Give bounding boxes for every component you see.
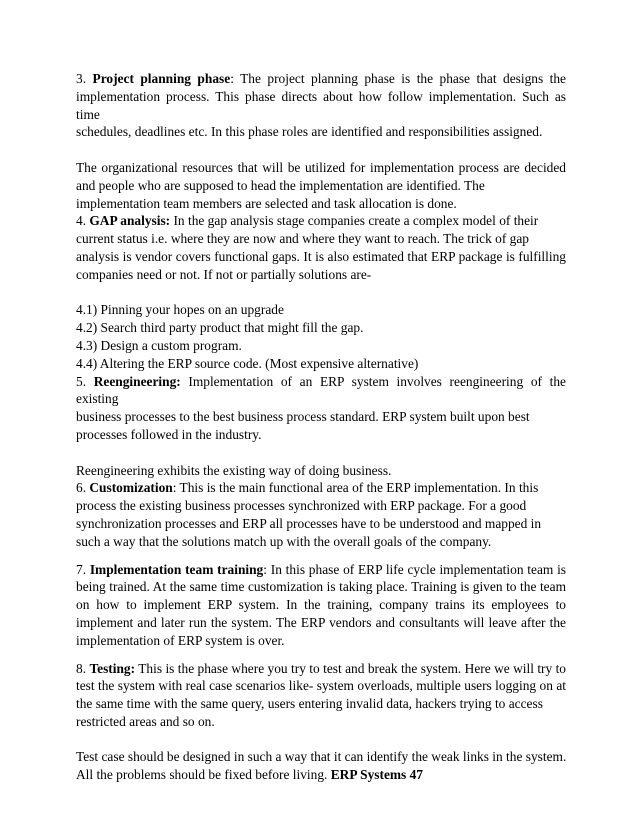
text-line: and people who are supposed to head the implementation are identified. The: [76, 177, 485, 193]
paragraph-reengineering-exhibits: [76, 462, 566, 480]
document-page: [76, 70, 566, 784]
paragraph-reengineering: [76, 373, 566, 444]
text-line: analysis is vendor covers functional gaps. It is also estimated that ERP package is fulfilling: [76, 248, 566, 264]
text-line: [76, 479, 566, 497]
text-line: implementation process. This phase directs about how follow implementation. Such as time: [76, 88, 566, 122]
text-line: business processes to the best business process standard. ERP system built upon best: [76, 409, 530, 425]
text-run: This is the phase where you try to test and break the system. Here we will try to: [135, 660, 567, 676]
text-line: restricted areas and so on.: [76, 713, 215, 729]
text-line: synchronization processes and ERP all processes have to be understood and mapped in: [76, 515, 542, 531]
paragraph-customization: [76, 479, 566, 550]
text-line: [76, 373, 566, 409]
text-line: [76, 561, 566, 579]
text-line: implementation of ERP system is over.: [76, 632, 285, 648]
item-number: 8.: [76, 660, 90, 676]
list-gap-solutions: [76, 301, 566, 372]
heading-customization: Customization: [89, 480, 173, 496]
list-item: 4.1) Pinning your hopes on an upgrade: [76, 302, 284, 318]
text-line: schedules, deadlines etc. In this phase roles are identified and responsibilities assigned.: [76, 124, 543, 140]
text-line: being trained. At the same time customization is taking place. Training is given to the team: [76, 579, 566, 595]
text-run: All the problems should be fixed before living.: [76, 767, 331, 783]
text-line: The organizational resources that will be utilized for implementation process are decided: [76, 159, 566, 175]
text-line: Test case should be designed in such a way that it can identify the weak links in the system.: [76, 749, 567, 765]
text-line: [76, 766, 566, 784]
text-line: [76, 70, 566, 88]
text-line: current status i.e. where they are now and where they want to reach. The trick of gap: [76, 231, 529, 247]
paragraph-implementation-team-training: [76, 561, 566, 650]
text-line: such a way that the solutions match up with the overall goals of the company.: [76, 533, 492, 549]
text-line: [76, 212, 566, 230]
text-line: processes followed in the industry.: [76, 426, 262, 442]
paragraph-testing: [76, 660, 566, 731]
text-line: on how to implement ERP system. In the training, company trains its employees to: [76, 597, 566, 613]
item-number: 4.: [76, 213, 90, 229]
text-line: implement and later run the system. The ERP vendors and consultants will leave after the: [76, 614, 566, 630]
text-line: Reengineering exhibits the existing way of doing business.: [76, 462, 392, 478]
heading-testing: Testing:: [89, 660, 136, 676]
text-run: : This is the main functional area of the ERP implementation. In this: [172, 480, 539, 496]
text-line: [76, 660, 566, 678]
text-line: process the existing business processes synchronized with ERP package. For a good: [76, 498, 527, 514]
list-item: 4.3) Design a custom program.: [76, 337, 242, 353]
page-footer-label: ERP Systems 47: [330, 767, 423, 783]
heading-implementation-team-training: Implementation team training: [89, 561, 264, 577]
heading-gap-analysis: GAP analysis:: [89, 213, 171, 229]
heading-reengineering: Reengineering:: [93, 373, 181, 389]
paragraph-gap-analysis: [76, 212, 566, 283]
text-run: : The project planning phase is the phase that designs the: [230, 71, 566, 86]
text-line: the same time with the same query, users entering invalid data, hackers trying to access: [76, 696, 543, 712]
item-number: 7.: [76, 561, 90, 577]
text-run: Implementation of an ERP system involves reengineering of the existing: [76, 373, 566, 407]
text-run: In the gap analysis stage companies create a complex model of their: [170, 213, 539, 229]
text-run: : In this phase of ERP life cycle implementation team is: [263, 561, 567, 577]
heading-project-planning-phase: Project planning phase: [92, 71, 231, 86]
list-item: 4.2) Search third party product that might fill the gap.: [76, 320, 364, 336]
text-line: companies need or not. If not or partially solutions are-: [76, 266, 372, 282]
paragraph-project-planning: [76, 70, 566, 141]
item-number: 6.: [76, 480, 90, 496]
text-line: test the system with real case scenarios like- system overloads, multiple users logging on at: [76, 678, 566, 694]
item-number: 5.: [76, 373, 94, 389]
text-line: implementation team members are selected and task allocation is done.: [76, 195, 457, 211]
paragraph-test-case: [76, 748, 566, 784]
paragraph-organizational-resources: [76, 159, 566, 212]
item-number: 3.: [76, 71, 93, 86]
list-item: 4.4) Altering the ERP source code. (Most expensive alternative): [76, 355, 419, 371]
